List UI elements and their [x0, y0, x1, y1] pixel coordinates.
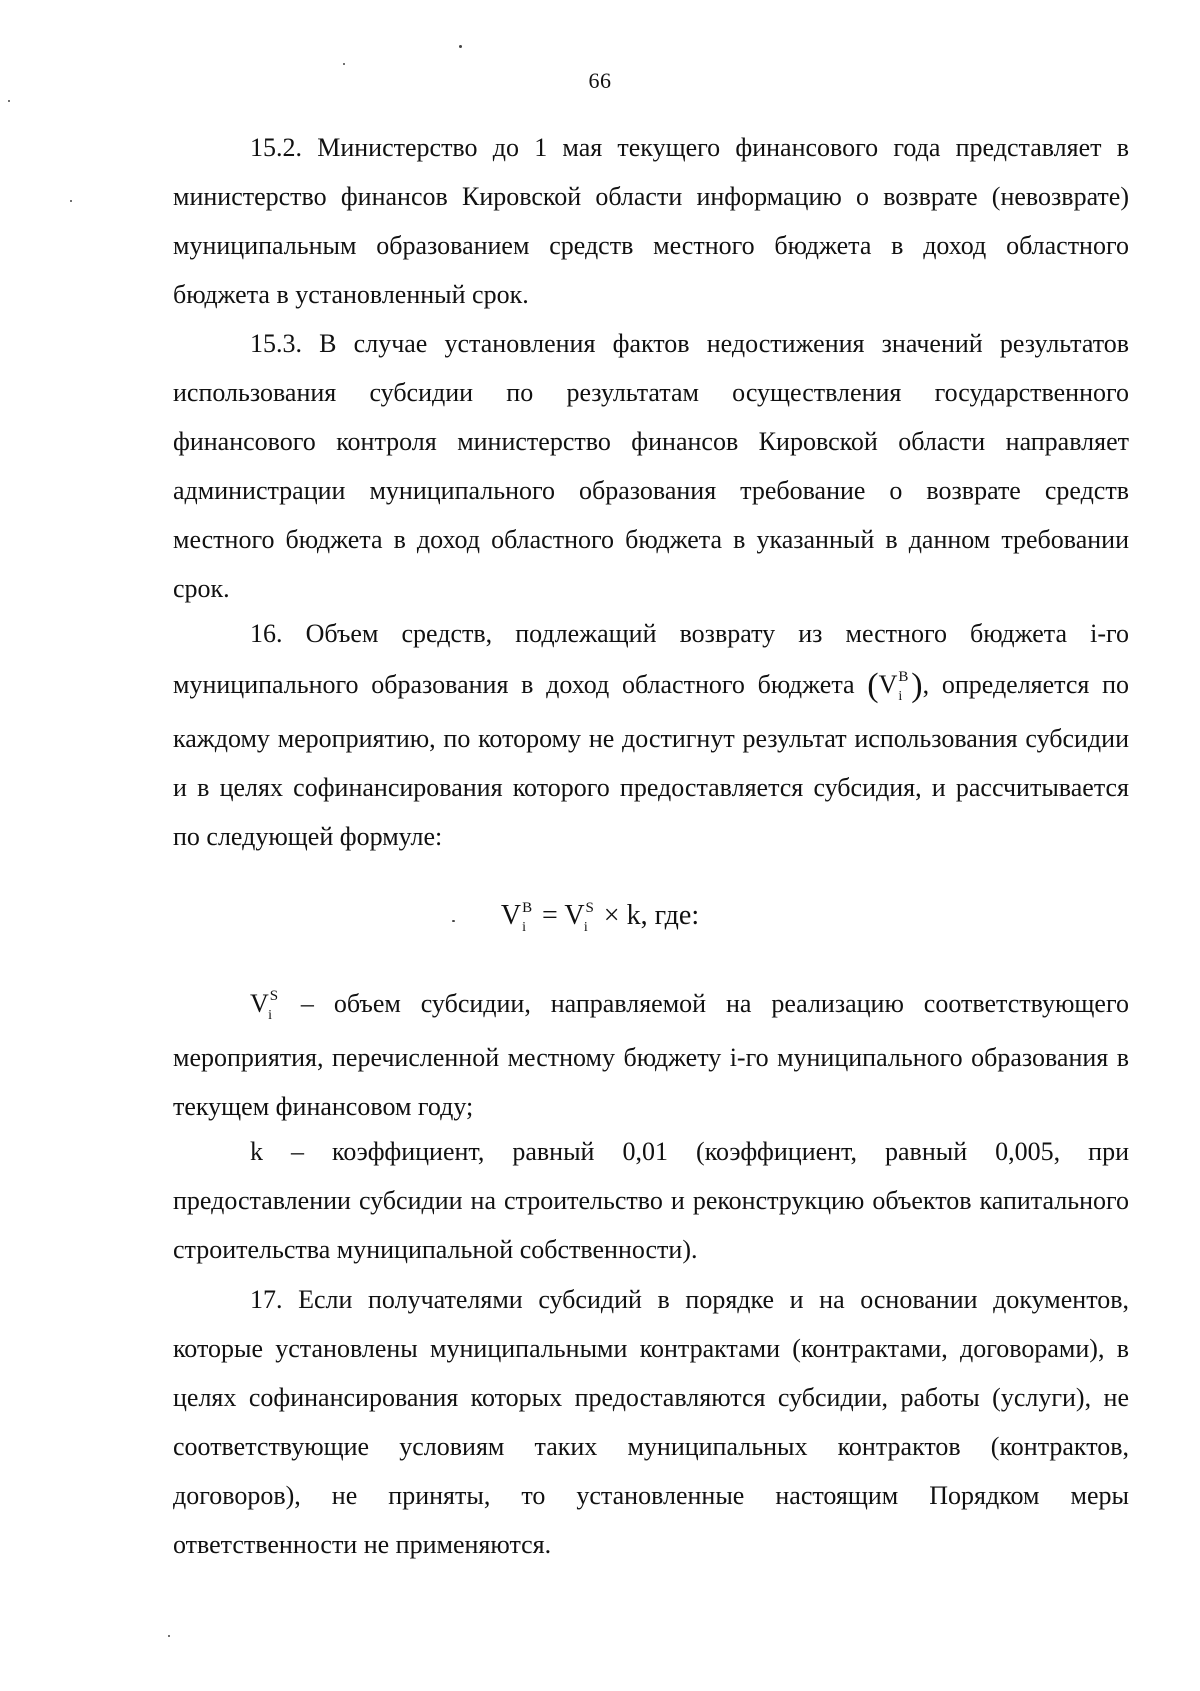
definition-k: k – коэффициент, равный 0,01 (коэффициент, равный 0,005, при предоставлении субсидии на строительство и реконструкцию объектов капитального строительства муниципальной собственности). — [173, 1137, 1129, 1264]
formula-tail: × k, где: — [596, 900, 700, 931]
formula-block — [0, 900, 1200, 935]
scan-speck — [70, 200, 72, 202]
symbol-vis — [250, 988, 281, 1023]
paragraph-17: 17. Если получателями субсидий в порядке и на основании документов, которые установлены муниципальными контрактами (контрактами, договорами), в целях софинансирования которых предоставляются субсидии, работы (услуги), не соответствующие условиям таких муниципальных контрактов (контрактов, договоров), не приняты, то установленные настоящим Порядком меры ответственности не применяются. — [173, 1285, 1129, 1559]
variable-v: V — [878, 670, 898, 699]
definition-vis — [173, 979, 1129, 1131]
formula-rhs — [564, 900, 596, 935]
paragraph-16-text-start: 16. Объем средств, подлежащий возврату из местного бюджета i-го муниципального образования в доход областного бюджета — [173, 619, 1129, 699]
paragraph-15-2: 15.2. Министерство до 1 мая текущего финансового года представляет в министерство финансов Кировской области информацию о возврате (невозврате) муниципальным образованием средств местного бюджета в доход областного бюджета в установленный срок. — [173, 133, 1129, 309]
inline-formula-vib — [867, 667, 923, 704]
superscript-s: S — [585, 900, 594, 916]
subscript-i: i — [898, 689, 903, 704]
superscript-s: S — [269, 988, 279, 1004]
paragraph-16-text-end: , определяется по каждому мероприятию, по которому не достигнут результат использования субсидии и в целях софинансирования которого предоставляется субсидия, и рассчитывается по следующей формуле: — [173, 670, 1130, 851]
variable-v: V — [500, 900, 522, 931]
subscript-i: i — [583, 920, 588, 935]
page-number: 66 — [588, 68, 612, 93]
open-paren: ( — [867, 667, 879, 704]
subscript-i: i — [268, 1008, 273, 1023]
equals-sign: = — [535, 900, 565, 931]
scan-speck — [8, 100, 10, 102]
superscript-b: B — [898, 669, 909, 685]
close-paren: ) — [911, 667, 923, 704]
variable-v: V — [250, 989, 269, 1018]
subscript-i: i — [522, 920, 527, 935]
definition-vis-text: – объем субсидии, направляемой на реализацию соответствующего мероприятия, перечисленной местному бюджету i-го муниципального образования в текущем финансовом году; — [173, 989, 1129, 1121]
formula-lhs — [500, 900, 535, 935]
scan-speck — [343, 63, 345, 65]
variable-v: V — [564, 900, 585, 931]
paragraph-16 — [173, 609, 1129, 861]
scan-speck — [459, 45, 462, 48]
superscript-b: B — [522, 900, 533, 916]
scan-speck — [168, 1635, 170, 1637]
paragraph-15-3: 15.3. В случае установления фактов недостижения значений результатов использования субсидии по результатам осуществления государственного финансового контроля министерство финансов Кировской области направляет администрации муниципального образования требование о возврате средств местного бюджета в доход областного бюджета в указанный в данном требовании срок. — [173, 329, 1129, 603]
